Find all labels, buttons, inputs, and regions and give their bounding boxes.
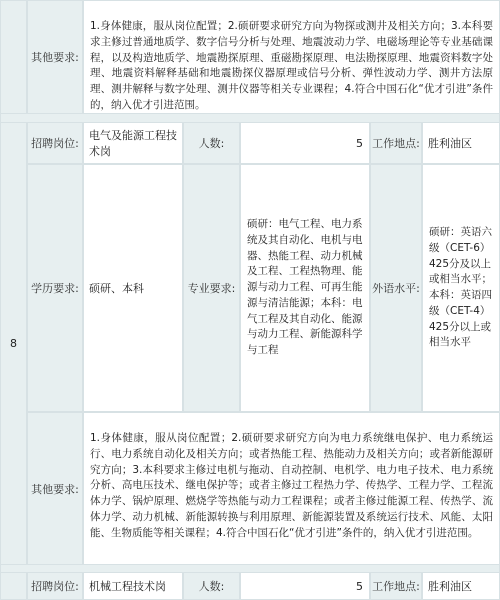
english-value: 硕研：英语六级（CET-6）425分及以上或相当水平；本科：英语四级（CET-4）425分以上或相当水平 <box>422 164 500 412</box>
location-label: 工作地点: <box>370 572 422 600</box>
education-value: 硕研、本科 <box>83 164 183 412</box>
english-label: 外语水平: <box>370 164 422 412</box>
location-value: 胜利油区 <box>422 122 500 164</box>
index-cell-empty <box>0 572 27 600</box>
position-value: 机械工程技术岗 <box>83 572 183 600</box>
major-label: 专业要求: <box>183 164 240 412</box>
position-value: 电气及能源工程技术岗 <box>83 122 183 164</box>
location-label: 工作地点: <box>370 122 422 164</box>
headcount-label: 人数: <box>183 122 240 164</box>
other-requirements-text: 1.身体健康，服从岗位配置；2.硕研要求研究方向为物探或测井及相关方向；3.本科要求主修过普通地质学、数字信号分析与处理、地震波动力学、电磁场理论等专业基础课程，以及构造地质学、地震勘探原理、重磁勘探原理、电法勘探原理、地震资料数字处理、地震资料解释基础和地震勘探仪器原理或信号分析、弹性波动力学、测井方法原理、测井解释与数字处理、测井仪器等相关专业课程；4.符合中国石化“优才引进”条件的，纳入优才引进范围。 <box>83 0 500 114</box>
other-requirements-label: 其他要求: <box>27 412 83 565</box>
location-value: 胜利油区 <box>422 572 500 600</box>
headcount-label: 人数: <box>183 572 240 600</box>
major-value: 硕研：电气工程、电力系统及其自动化、电机与电器、热能工程、动力机械及工程、工程热物理、能源与动力工程、可再生能源与清洁能源；本科：电气工程及其自动化、能源与动力工程、新能源科学与工程 <box>240 164 370 412</box>
position-label: 招聘岗位: <box>27 572 83 600</box>
index-cell-empty <box>0 0 27 114</box>
headcount-value: 5 <box>240 122 370 164</box>
headcount-value: 5 <box>240 572 370 600</box>
other-requirements-text: 1.身体健康，服从岗位配置；2.硕研要求研究方向为电力系统继电保护、电力系统运行、电力系统自动化及相关方向；或者热能工程、热能动力及相关方向；或者新能源研究方向；3.本科要求主修过电机与拖动、自动控制、电机学、电力电子技术、电力系统分析、高电压技术、继电保护等；或者主修过工程热力学、传热学、工程力学、工程流体力学、锅炉原理、燃烧学等热能与动力工程课程；或者主修过能源工程、传热学、流体力学、动力机械、新能源转换与利用原理、新能源装置及系统运行技术、风能、太阳能、生物质能等相关课程；4.符合中国石化“优才引进”条件的，纳入优才引进范围。 <box>83 412 500 565</box>
position-index: 8 <box>0 122 27 565</box>
row-separator <box>0 114 500 122</box>
other-requirements-label: 其他要求: <box>27 0 83 114</box>
position-label: 招聘岗位: <box>27 122 83 164</box>
education-label: 学历要求: <box>27 164 83 412</box>
row-separator <box>0 565 500 572</box>
